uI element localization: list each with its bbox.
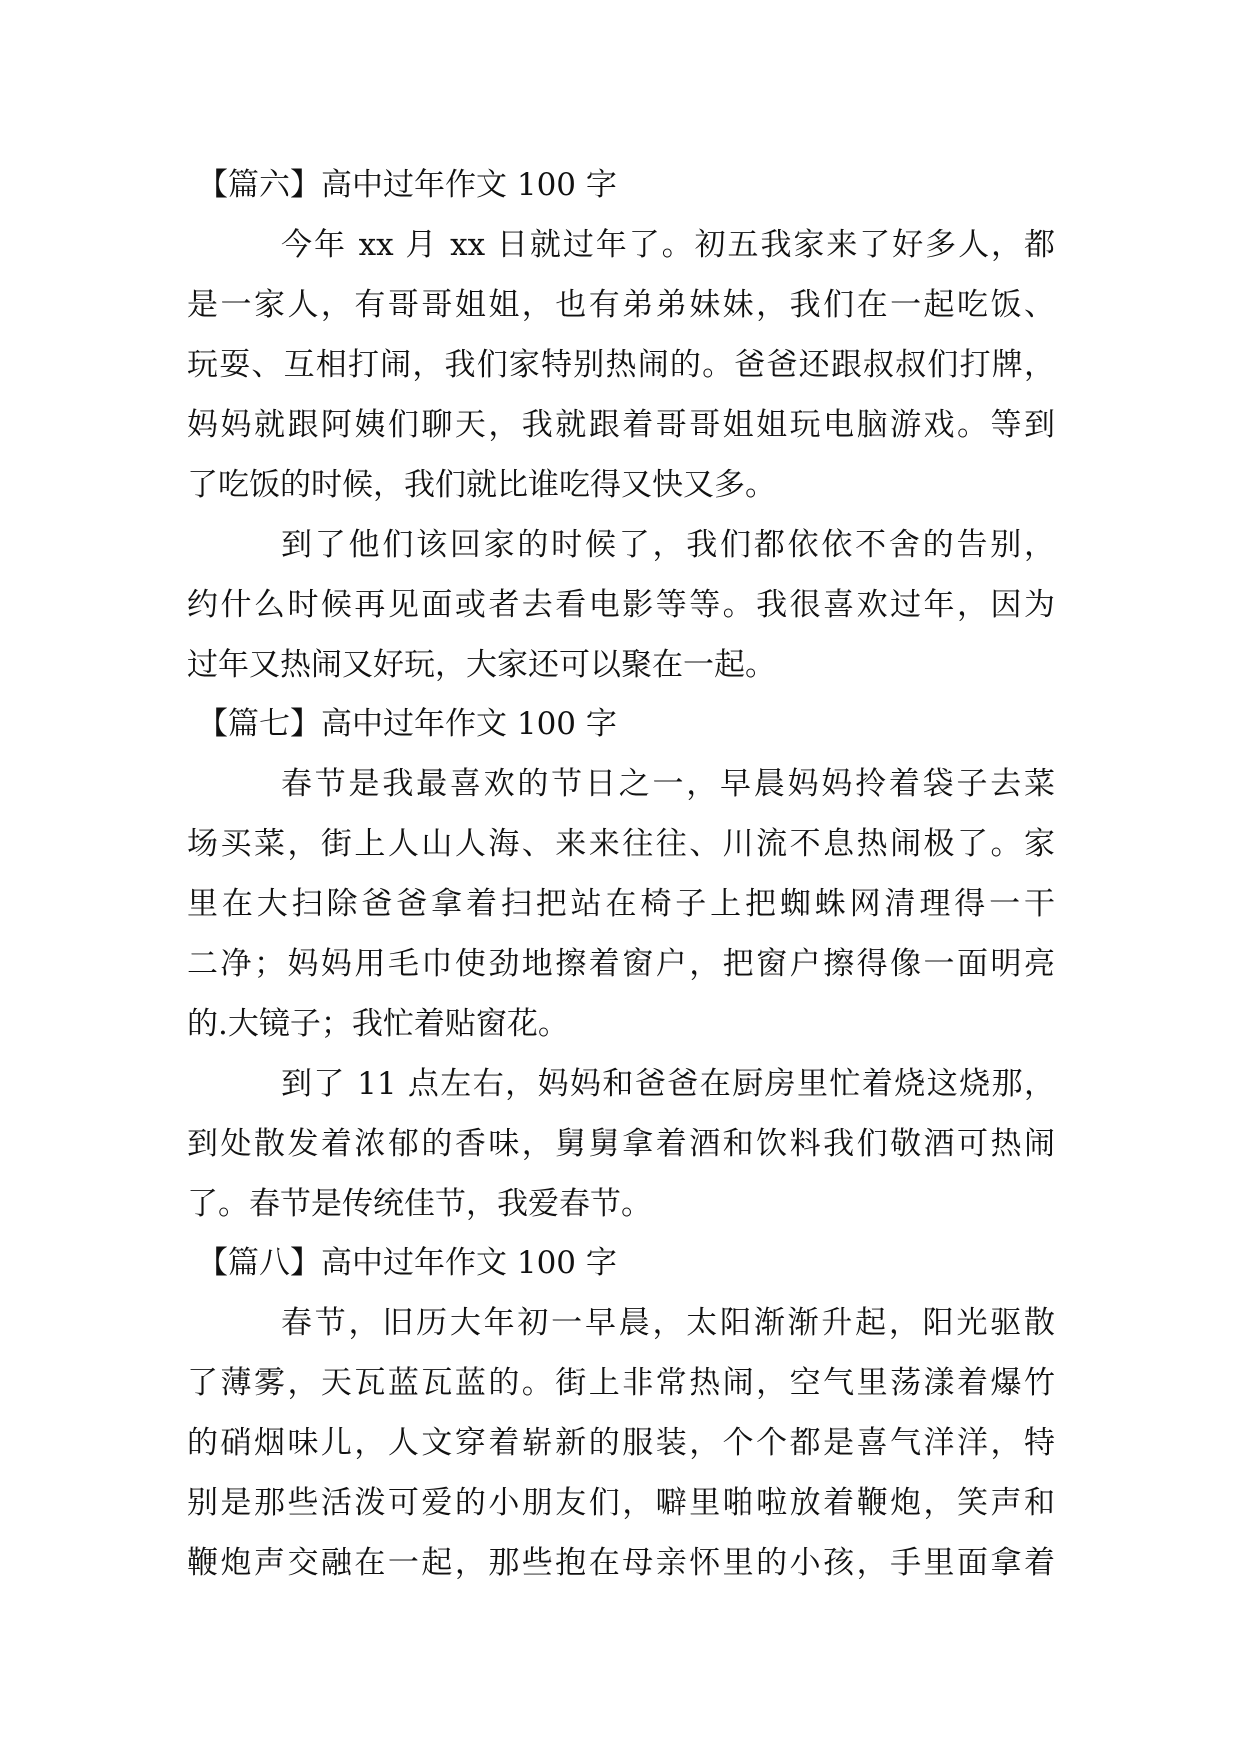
- essay-section-6: [187, 156, 1055, 695]
- text-line: 春节，旧历大年初一早晨，太阳渐渐升起，阳光驱散: [281, 1305, 1055, 1341]
- text-line: 约什么时候再见面或者去看电影等等。我很喜欢过年，因为: [187, 587, 1055, 623]
- essay-section-8: [187, 1234, 1055, 1593]
- text-line: 的硝烟味儿，人文穿着崭新的服装，个个都是喜气洋洋，特: [187, 1425, 1055, 1461]
- text-line: 到处散发着浓郁的香味，舅舅拿着酒和饮料我们敬酒可热闹: [187, 1126, 1055, 1162]
- section-heading: 【篇八】高中过年作文 100 字: [197, 1245, 617, 1281]
- text-line: 了吃饭的时候，我们就比谁吃得又快又多。: [187, 467, 776, 503]
- paragraph: [187, 1293, 1055, 1593]
- text-line: 场买菜，街上人山人海、来来往往、川流不息热闹极了。家: [187, 826, 1055, 862]
- section-heading: 【篇七】高中过年作文 100 字: [197, 706, 617, 742]
- section-heading: 【篇六】高中过年作文 100 字: [197, 167, 617, 203]
- text-line: 了。春节是传统佳节，我爱春节。: [187, 1186, 652, 1222]
- paragraph: [187, 1054, 1055, 1234]
- text-line: 到了 11 点左右，妈妈和爸爸在厨房里忙着烧这烧那，: [281, 1066, 1055, 1102]
- text-line: 春节是我最喜欢的节日之一，早晨妈妈拎着袋子去菜: [281, 766, 1055, 802]
- paragraph: [187, 754, 1055, 1054]
- text-line: 里在大扫除爸爸拿着扫把站在椅子上把蜘蛛网清理得一干: [187, 886, 1055, 922]
- paragraph: [187, 515, 1055, 695]
- text-line: 了薄雾，天瓦蓝瓦蓝的。街上非常热闹，空气里荡漾着爆竹: [187, 1365, 1055, 1401]
- text-line: 过年又热闹又好玩，大家还可以聚在一起。: [187, 647, 776, 683]
- paragraph: [187, 215, 1055, 515]
- essay-section-7: [187, 695, 1055, 1234]
- document-body: [187, 156, 1055, 1593]
- text-line: 别是那些活泼可爱的小朋友们，噼里啪啦放着鞭炮，笑声和: [187, 1485, 1055, 1521]
- text-line: 今年 xx 月 xx 日就过年了。初五我家来了好多人，都: [281, 227, 1055, 263]
- text-line: 是一家人，有哥哥姐姐，也有弟弟妹妹，我们在一起吃饭、: [187, 287, 1055, 323]
- text-line: 到了他们该回家的时候了，我们都依依不舍的告别，: [281, 527, 1055, 563]
- text-line: 鞭炮声交融在一起，那些抱在母亲怀里的小孩，手里面拿着: [187, 1545, 1055, 1581]
- text-line: 的.大镜子；我忙着贴窗花。: [187, 1006, 569, 1042]
- text-line: 玩耍、互相打闹，我们家特别热闹的。爸爸还跟叔叔们打牌，: [187, 347, 1055, 383]
- text-line: 二净；妈妈用毛巾使劲地擦着窗户，把窗户擦得像一面明亮: [187, 946, 1055, 982]
- text-line: 妈妈就跟阿姨们聊天，我就跟着哥哥姐姐玩电脑游戏。等到: [187, 407, 1055, 443]
